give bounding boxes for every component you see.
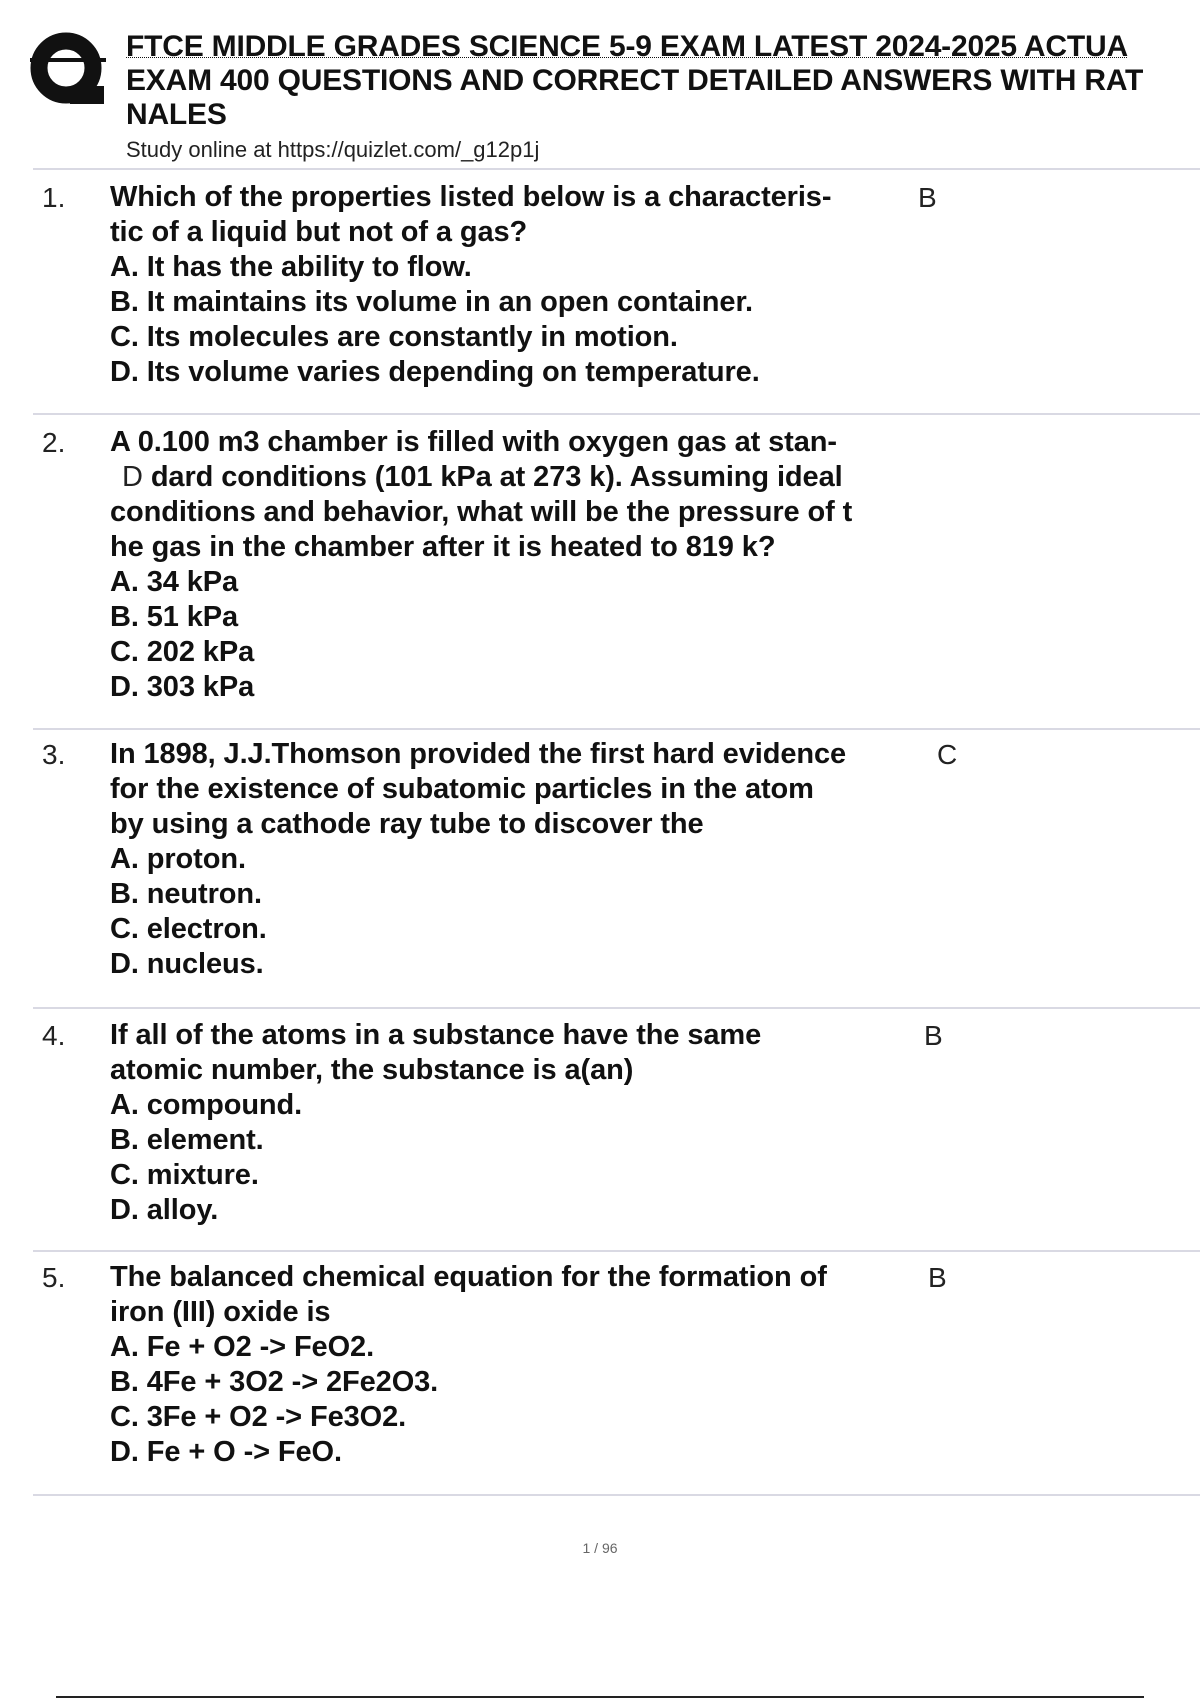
title-line-2: EXAM 400 QUESTIONS AND CORRECT DETAILED ANSWERS WITH RAT [126, 64, 1144, 97]
question-text-line: A 0.100 m3 chamber is filled with oxygen gas at stan- [110, 426, 837, 458]
answer-option: A. It has the ability to flow. [110, 251, 472, 283]
correct-answer: B [918, 182, 937, 213]
question-text-line-with-answer: D dard conditions (101 kPa at 273 k). Assuming ideal [122, 461, 843, 493]
correct-answer: B [924, 1020, 943, 1051]
question-text-line: for the existence of subatomic particles in the atom [110, 773, 814, 805]
answer-option: D. Its volume varies depending on temperature. [110, 356, 760, 388]
answer-option: B. It maintains its volume in an open container. [110, 286, 753, 318]
question-1 [110, 180, 950, 390]
answer-option: B. 4Fe + 3O2 -> 2Fe2O3. [110, 1366, 439, 1398]
divider [33, 413, 1200, 415]
question-text-line: tic of a liquid but not of a gas? [110, 216, 528, 248]
correct-answer: B [928, 1262, 947, 1293]
answer-option: D. 303 kPa [110, 671, 255, 703]
question-text-line: atomic number, the substance is a(an) [110, 1054, 634, 1086]
answer-option: A. proton. [110, 843, 246, 875]
answer-option: A. 34 kPa [110, 566, 239, 598]
answer-option: A. compound. [110, 1089, 303, 1121]
question-5 [110, 1260, 950, 1470]
question-text-line: he gas in the chamber after it is heated to 819 k? [110, 531, 776, 563]
divider [33, 728, 1200, 730]
answer-option: D. nucleus. [110, 948, 264, 980]
question-2 [110, 425, 950, 705]
question-number: 2. [42, 427, 66, 458]
title-line-3: NALES [126, 98, 227, 131]
question-text-line: If all of the atoms in a substance have the same [110, 1019, 762, 1051]
question-text-line: by using a cathode ray tube to discover the [110, 808, 704, 840]
bottom-border [56, 1696, 1144, 1698]
question-text-line: iron (III) oxide is [110, 1296, 331, 1328]
correct-answer: D [122, 461, 143, 493]
correct-answer: C [937, 739, 958, 770]
answer-option: D. alloy. [110, 1194, 219, 1226]
page-indicator: 1 / 96 [582, 1540, 618, 1556]
divider [33, 168, 1200, 170]
divider [33, 1494, 1200, 1496]
quizlet-q-logo-icon [30, 30, 106, 110]
answer-option: D. Fe + O -> FeO. [110, 1436, 342, 1468]
question-number: 1. [42, 182, 66, 213]
divider [33, 1250, 1200, 1252]
answer-option: B. element. [110, 1124, 264, 1156]
answer-option: A. Fe + O2 -> FeO2. [110, 1331, 375, 1363]
question-number: 4. [42, 1020, 66, 1051]
answer-option: B. 51 kPa [110, 601, 239, 633]
study-online-link[interactable]: Study online at https://quizlet.com/_g12p1j [126, 137, 540, 162]
divider [33, 1007, 1200, 1009]
question-number: 5. [42, 1262, 66, 1293]
question-number: 3. [42, 739, 66, 770]
question-text-line: conditions and behavior, what will be the pressure of t [110, 496, 853, 528]
answer-option: C. 202 kPa [110, 636, 255, 668]
answer-option: C. mixture. [110, 1159, 259, 1191]
answer-option: C. electron. [110, 913, 267, 945]
question-3 [110, 737, 950, 982]
question-text-line: Which of the properties listed below is a characteris- [110, 181, 832, 213]
answer-option: B. neutron. [110, 878, 262, 910]
document-title [126, 30, 1200, 132]
answer-option: C. 3Fe + O2 -> Fe3O2. [110, 1401, 407, 1433]
question-text-line: In 1898, J.J.Thomson provided the first hard evidence [110, 738, 847, 770]
title-line-1: FTCE MIDDLE GRADES SCIENCE 5-9 EXAM LATEST 2024-2025 ACTUA [126, 30, 1128, 63]
question-4 [110, 1018, 950, 1228]
question-text-line: The balanced chemical equation for the formation of [110, 1261, 827, 1293]
answer-option: C. Its molecules are constantly in motion. [110, 321, 678, 353]
